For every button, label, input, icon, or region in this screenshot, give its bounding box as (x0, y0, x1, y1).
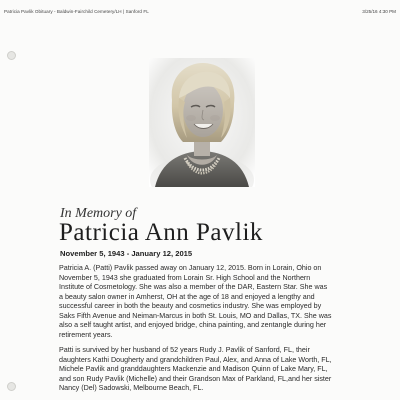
paragraph-line: Michele Pavlik and granddaughters Mackenzie and Madison Quinn of Lake Mary, FL, (59, 365, 328, 373)
print-header-title: Patricia Pavlik Obituary - Baldwin-Fairchild Cemetery/LH | Sanford FL (4, 9, 149, 14)
paragraph-line: a beauty salon owner in Amherst, OH at the age of 18 and enjoyed a lengthy and (59, 292, 315, 301)
paragraph-line: November 5, 1943 she graduated from Lorain Sr. High School and the Northern (59, 273, 311, 282)
punch-hole-bottom (7, 382, 16, 391)
paragraph-line: Institute of Cosmetology. She was also a member of the DAR, Eastern Star. She was (59, 283, 328, 291)
memorial-heading: In Memory of (60, 206, 137, 221)
deceased-name: Patricia Ann Pavlik (59, 219, 263, 246)
print-header-timestamp: 3/25/16 4:30 PM (362, 9, 396, 14)
portrait-photo (149, 58, 255, 187)
paragraph-line: daughters Kathi Dougherty and grandchildren Paul, Alex, and Anna of Lake Worth, FL, (59, 355, 332, 364)
portrait-image (149, 58, 255, 187)
paragraph-line: also a self taught artist, and enjoyed bridge, china painting, and zentangle during her (59, 321, 327, 329)
paragraph-line: and son Rudy Pavlik (Michelle) and their Grandson Max of Parkland, FL,and her sister (59, 374, 332, 383)
paragraph-line: retirement years. (59, 330, 113, 339)
paragraph-line: Patti is survived by her husband of 52 years Rudy J. Pavlik of Sanford, FL, their (59, 346, 310, 354)
paragraph-line: Nancy (Del) Sadowski, Melbourne Beach, FL. (59, 384, 204, 392)
obituary-paragraph-2 (59, 346, 377, 394)
paragraph-line: Patricia A. (Patti) Pavlik passed away on January 12, 2015. Born in Lorain, Ohio on (59, 264, 322, 272)
punch-hole-top (7, 51, 16, 60)
paragraph-line: Saks Fifth Avenue and Neiman-Marcus in both St. Louis, MO and Dallas, TX. She was (59, 311, 332, 320)
obituary-paragraph-1 (59, 264, 377, 340)
life-dates: November 5, 1943 - January 12, 2015 (60, 249, 193, 258)
paragraph-line: successful career in both the beauty and cosmetics industry. She was employed by (59, 302, 322, 310)
